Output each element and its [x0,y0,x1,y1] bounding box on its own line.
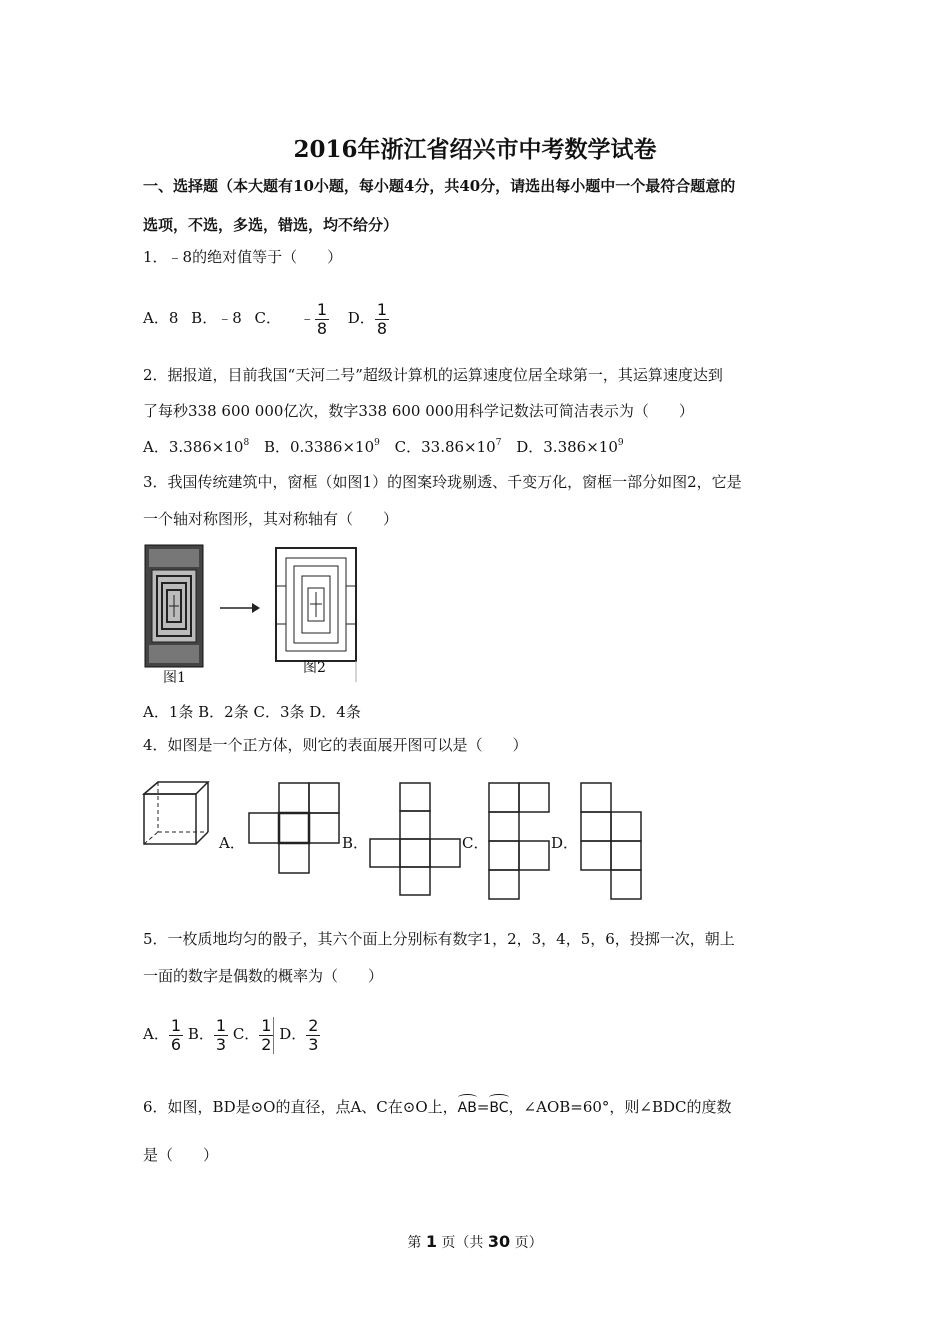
q5-option-a-fraction: $\frac{1}{6}$ [170,1015,182,1054]
q2-option-a: A．$3.386\times 10^8$ [143,438,250,456]
q1-option-c-sign: ﹣ [299,309,315,327]
page-footer: 第 1 页（共 30 页） [407,1232,543,1251]
q1-option-c-fraction: $\frac{1}{8}$ [316,299,327,338]
q6-arc-bc: BC [489,1096,508,1118]
q1-option-c-label: C． [254,309,282,327]
q4-option-c-label: C． [462,834,489,852]
q1-option-d-label: D． [347,309,375,327]
q5-option-b-fraction: $\frac{1}{3}$ [215,1015,227,1054]
q4-cube-figure [140,780,214,850]
q3-line1: 3．我国传统建筑中，窗框（如图1）的图案玲珑剔透、千变万化，窗框一部分如图2，它是 [143,473,742,491]
current-page-number: 1 [425,1232,437,1251]
q6-text-part1: 6．如图，BD是⊙O的直径，点A、C在⊙O上， [143,1098,458,1116]
page-title: 2016年浙江省绍兴市中考数学试卷 [293,136,657,163]
q4-stem: 4．如图是一个正方体，则它的表面展开图可以是（ ） [143,736,528,754]
q4-option-b-label: B． [342,834,369,852]
q6-arc-ab: AB [458,1096,477,1118]
q6-text-part2: ，∠AOB=60°，则∠BDC的度数 [508,1098,732,1116]
q3-fig1-label: 图1 [163,670,186,686]
q2-option-b: B．$0.3386\times 10^9$ [263,438,380,456]
q2-option-d: D．$3.386\times 10^9$ [516,438,624,456]
q4-option-a-label: A． [219,834,245,852]
q5-option-d-fraction: $\frac{2}{3}$ [308,1015,319,1054]
q6-line1 [143,1096,732,1118]
q1-stem: 1．﹣8的绝对值等于（ ） [143,248,343,266]
q4-net-d [578,780,643,905]
q2-options [143,437,624,457]
q2-line1: 2．据报道，目前我国“天河二号”超级计算机的运算速度位居全球第一，其运算速度达到 [143,366,723,384]
q3-line2: 一个轴对称图形，其对称轴有（ ） [143,510,399,528]
q1-option-a: A．8 [143,309,179,327]
q1-option-d-fraction: $\frac{1}{8}$ [376,299,387,338]
q5-option-d-label: D． [279,1025,307,1043]
q5-option-b-label: B． [187,1025,214,1043]
q4-net-b [367,780,462,900]
q2-option-c: C．$33.86\times 10^7$ [394,438,502,456]
q5-option-a-label: A． [143,1025,169,1043]
q3-fig2-label: 图2 [303,660,326,676]
q4-net-c [486,780,551,905]
q5-line2: 一面的数字是偶数的概率为（ ） [143,967,384,985]
q3-options: A．1条 B．2条 C．3条 D．4条 [143,703,361,721]
q5-line1: 5．一枚质地均匀的骰子，其六个面上分别标有数字1，2，3，4，5，6，投掷一次，朝上 [143,930,735,948]
section-heading-line1: 一、选择题（本大题有10小题，每小题4分，共40分，请选出每小题中一个最符合题意的 [143,177,736,195]
q6-equals: = [476,1098,490,1116]
q2-line2: 了每秒338 600 000亿次，数字338 600 000用科学记数法可简洁表示为（ ） [143,402,694,420]
q5-option-c-fraction: $\frac{1}{2}$ [259,1017,274,1054]
q1-options [143,298,389,338]
total-page-count: 30 [487,1232,511,1251]
q5-option-c-label: C． [232,1025,260,1043]
section-heading-line2: 选项，不选，多选，错选，均不给分） [143,216,399,234]
q4-net-a [246,780,341,875]
q4-option-d-label: D． [551,834,579,852]
q1-option-b: B．﹣8 [191,309,242,327]
q5-options [143,1014,320,1054]
q6-line2: 是（ ） [143,1146,219,1164]
